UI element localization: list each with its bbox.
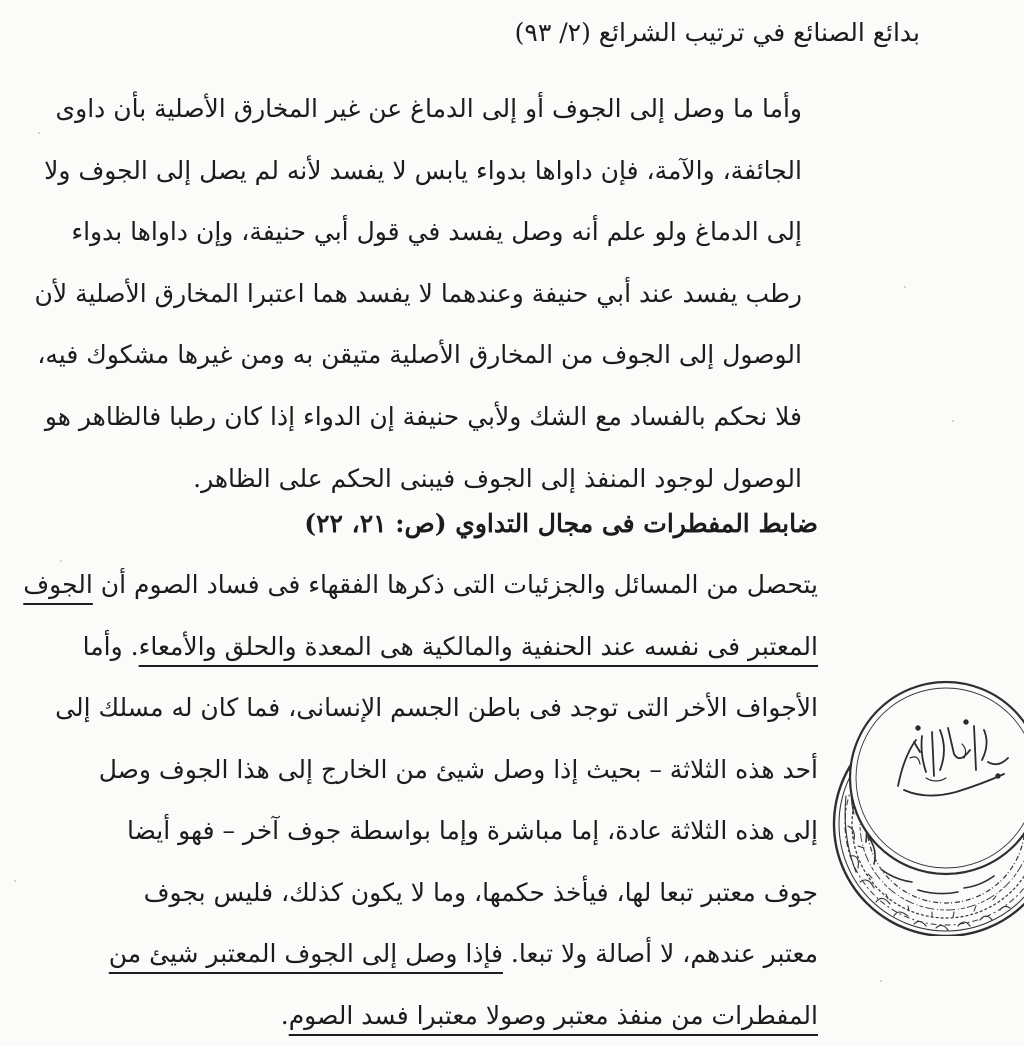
source-citation-header [420,14,920,52]
scan-speck [904,286,906,288]
section-heading [198,501,818,547]
citation-title: بدائع الصنائع في ترتيب الشرائع (٢/ ٩٣) [515,18,920,47]
paragraph-line: أحد هذه الثلاثة – بحيث إذا وصل شيئ من الخارج إلى هذا الجوف وصل [48,739,818,801]
scan-speck [14,880,16,882]
paragraph-line: جوف معتبر تبعا لها، فيأخذ حكمها، وما لا يكون كذلك، فليس بجوف [48,862,818,924]
line-text: . [281,1001,289,1030]
paragraph-line [48,985,818,1046]
passage-line: الجائفة، والآمة، فإن داواها بدواء يابس لا يفسد لأنه لم يصل إلى الجوف ولا [42,140,802,202]
paragraph-line: الأجواف الأخر التى توجد فى باطن الجسم الإنسانى، فما كان له مسلك إلى [48,677,818,739]
paragraph-line: إلى هذه الثلاثة عادة، إما مباشرة وإما بواسطة جوف آخر – فهو أيضا [48,800,818,862]
crescent-seal-stamp [828,686,1024,936]
paragraph-line [48,616,818,678]
paragraph-line [48,923,818,985]
passage-line: إلى الدماغ ولو علم أنه وصل يفسد في قول أبي حنيفة، وإن داواها بدواء [42,201,802,263]
underlined-phrase: المعتبر فى نفسه عند الحنفية والمالكية هى المعدة والحلق والأمعاء [139,632,818,661]
scan-speck [880,980,882,982]
underlined-phrase: الجوف [23,570,93,599]
passage-line: فلا نحكم بالفساد مع الشك ولأبي حنيفة إن الدواء إذا كان رطبا فالظاهر هو [42,386,802,448]
passage-line: رطب يفسد عند أبي حنيفة وعندهما لا يفسد هما اعتبرا المخارق الأصلية لأن [42,263,802,325]
quoted-passage [42,78,802,509]
paragraph-line [48,554,818,616]
scan-speck [38,132,40,134]
section-heading-text: ضابط المفطرات فى مجال التداوي (ص: ٢١، ٢٢) [304,509,818,538]
line-text: معتبر عندهم، لا أصالة ولا تبعا. [503,939,818,968]
underlined-phrase: المفطرات من منفذ معتبر وصولا معتبرا فسد الصوم [289,1001,818,1030]
scan-speck [952,420,954,422]
passage-line: الوصول إلى الجوف من المخارق الأصلية متيقن به ومن غيرها مشكوك فيه، [42,324,802,386]
rule-paragraph [48,554,818,1046]
seal-emblem-calligraphy [898,720,1008,795]
passage-line: وأما ما وصل إلى الجوف أو إلى الدماغ عن غير المخارق الأصلية بأن داوى [42,78,802,140]
passage-line: الوصول لوجود المنفذ إلى الجوف فيبنى الحكم على الظاهر. [42,448,802,510]
line-text: يتحصل من المسائل والجزئيات التى ذكرها الفقهاء فى فساد الصوم أن [93,570,818,599]
scan-speck [60,560,62,562]
line-text: . وأما [83,632,139,661]
underlined-phrase: فإذا وصل إلى الجوف المعتبر شيئ من [109,939,503,968]
